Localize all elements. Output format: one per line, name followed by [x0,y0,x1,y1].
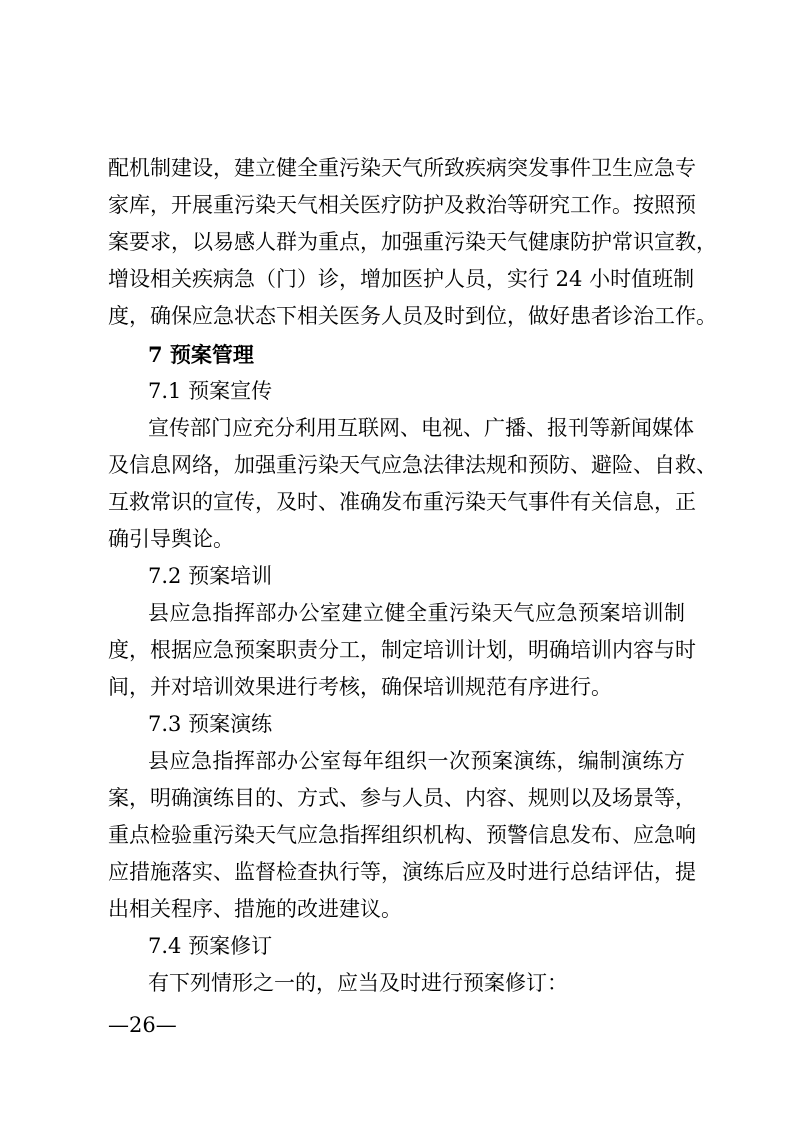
body-paragraph-line: 家库，开展重污染天气相关医疗防护及救治等研究工作。按照预 [108,193,696,217]
subsection-heading-7-3: 7.3 预案演练 [148,712,273,736]
body-paragraph-line: 有下列情形之一的，应当及时进行预案修订： [148,971,568,995]
body-paragraph-line: 案，明确演练目的、方式、参与人员、内容、规则以及场景等， [108,786,696,810]
body-paragraph-line: 互救常识的宣传，及时、准确发布重污染天气事件有关信息，正 [108,490,696,514]
subsection-heading-7-1: 7.1 预案宣传 [148,379,273,403]
body-paragraph-line: 重点检验重污染天气应急指挥组织机构、预警信息发布、应急响 [108,823,696,847]
body-paragraph-line: 增设相关疾病急（门）诊，增加医护人员，实行 24 小时值班制 [108,267,695,291]
body-paragraph-line: 县应急指挥部办公室建立健全重污染天气应急预案培训制 [148,601,685,625]
body-paragraph-line: 出相关程序、措施的改进建议。 [108,897,402,921]
body-paragraph-line: 度，确保应急状态下相关医务人员及时到位，做好患者诊治工作。 [108,304,717,328]
body-paragraph-line: 宣传部门应充分利用互联网、电视、广播、报刊等新闻媒体 [148,416,694,440]
body-paragraph-line: 配机制建设，建立健全重污染天气所致疾病突发事件卫生应急专 [108,156,696,180]
body-paragraph-line: 县应急指挥部办公室每年组织一次预案演练，编制演练方 [148,749,685,773]
body-paragraph-line: 案要求，以易感人群为重点，加强重污染天气健康防护常识宣教， [108,230,717,254]
body-paragraph-line: 应措施落实、监督检查执行等，演练后应及时进行总结评估，提 [108,860,696,884]
page-number: —26— [108,1013,177,1037]
body-paragraph-line: 确引导舆论。 [108,527,234,551]
body-paragraph-line: 及信息网络，加强重污染天气应急法律法规和预防、避险、自救、 [108,453,717,477]
subsection-heading-7-2: 7.2 预案培训 [148,564,273,588]
body-paragraph-line: 间，并对培训效果进行考核，确保培训规范有序进行。 [108,675,612,699]
body-paragraph-line: 度，根据应急预案职责分工，制定培训计划，明确培训内容与时 [108,638,696,662]
section-heading-7: 7 预案管理 [148,342,254,367]
subsection-heading-7-4: 7.4 预案修订 [148,934,273,958]
